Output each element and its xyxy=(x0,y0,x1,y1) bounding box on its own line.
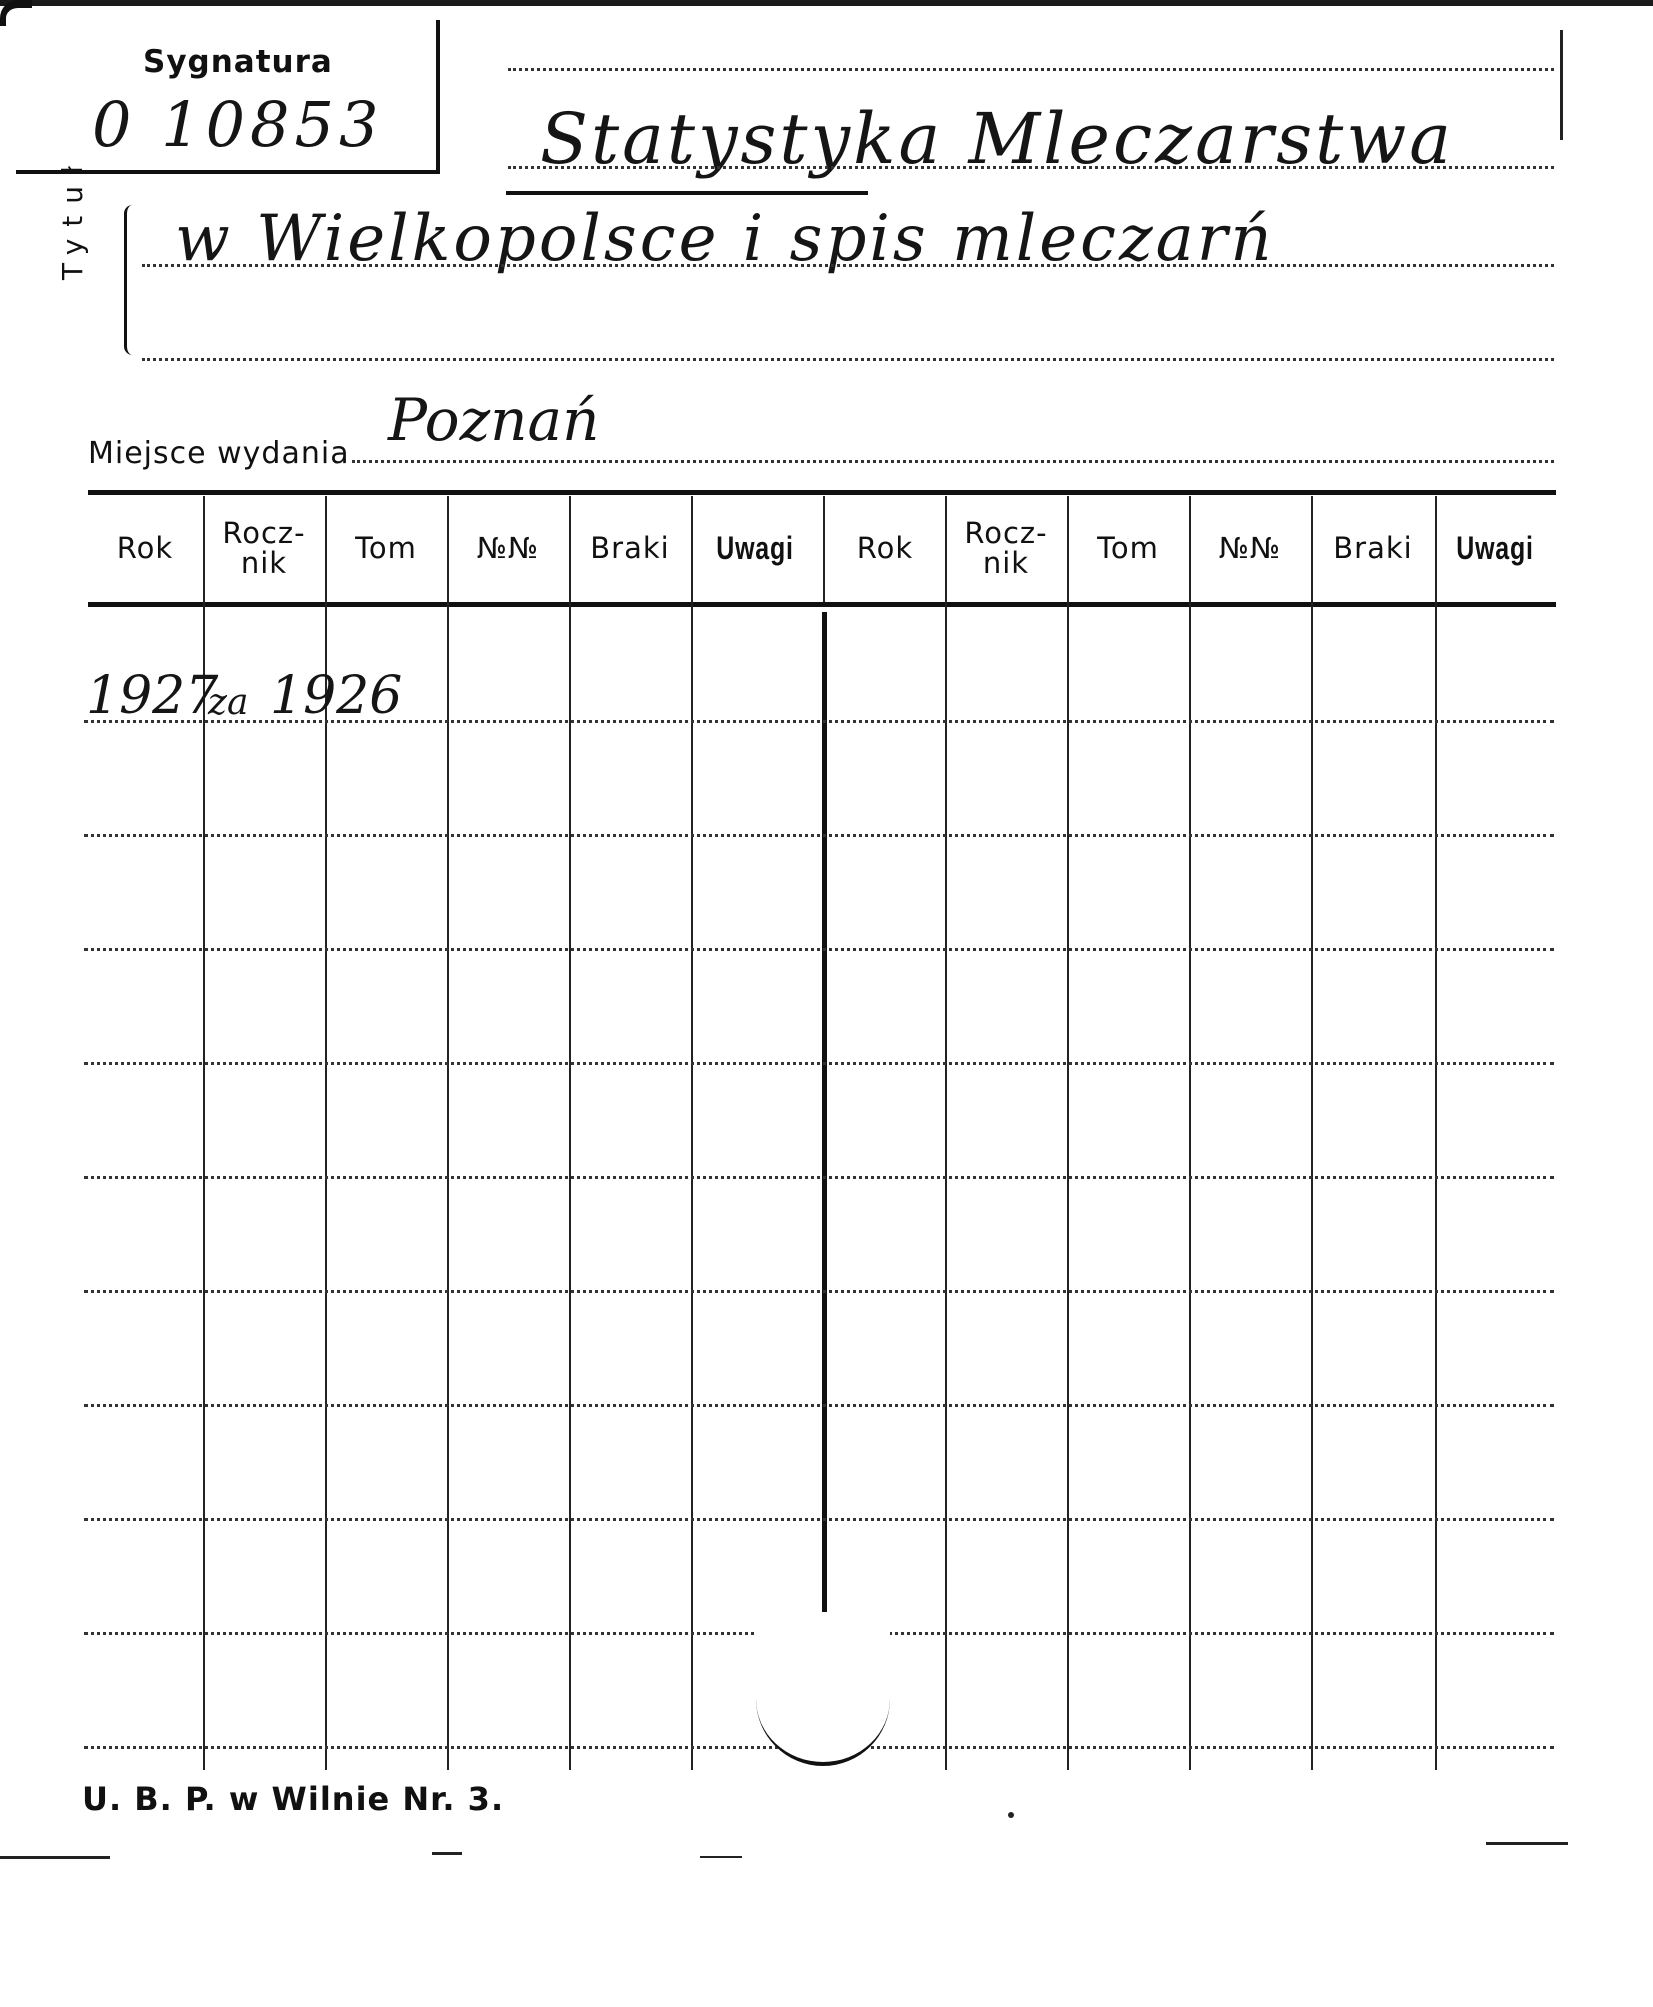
row-dotted-line xyxy=(84,1062,1554,1065)
column-rule xyxy=(823,496,825,602)
header-uwagi-2: Uwagi xyxy=(1456,530,1534,566)
title-dotted-line-3 xyxy=(142,358,1554,361)
card-edge-mark xyxy=(1560,30,1563,140)
header-braki-1: Braki xyxy=(590,531,670,565)
bottom-edge-mark-right xyxy=(1486,1842,1568,1845)
ink-speck xyxy=(1008,1812,1014,1818)
miejsce-wydania-label: Miejsce wydania xyxy=(88,436,350,471)
title-underline xyxy=(506,191,868,195)
header-rocznik-2: Rocz- nik xyxy=(964,516,1048,580)
header-numery-2: №№ xyxy=(1218,531,1282,565)
center-divider-rule xyxy=(822,612,827,1612)
column-rule xyxy=(1435,496,1437,1770)
row-dotted-line xyxy=(84,948,1554,951)
header-numery-1: №№ xyxy=(476,531,540,565)
entry-rocznik[interactable]: 1926 xyxy=(270,666,403,726)
tytul-label: Tytuł xyxy=(56,154,89,280)
header-tom-2: Tom xyxy=(1097,531,1159,565)
column-rule xyxy=(1189,496,1191,1770)
header-tom-1: Tom xyxy=(355,531,417,565)
sygnatura-value[interactable]: 0 10853 xyxy=(92,88,384,161)
miejsce-wydania-value[interactable]: Poznań xyxy=(388,386,600,454)
column-rule xyxy=(1067,496,1069,1770)
title-dotted-line-top xyxy=(508,68,1554,71)
column-rule xyxy=(1311,496,1313,1770)
bottom-ink-mark xyxy=(432,1852,462,1855)
header-rok-2: Rok xyxy=(856,531,914,565)
table-header-rule xyxy=(88,602,1556,607)
header-rok-1: Rok xyxy=(116,531,174,565)
row-dotted-line xyxy=(84,1518,1554,1521)
column-rule xyxy=(447,496,449,1770)
miejsce-dotted-line xyxy=(352,460,1554,463)
column-rule xyxy=(569,496,571,1770)
header-uwagi-1: Uwagi xyxy=(716,530,794,566)
bottom-edge-mark-center xyxy=(700,1856,742,1858)
table-top-rule xyxy=(88,490,1556,495)
title-dotted-line-2 xyxy=(142,264,1554,267)
header-rocznik-1: Rocz- nik xyxy=(222,516,306,580)
row-dotted-line xyxy=(84,834,1554,837)
title-line-1[interactable]: Statystyka Mleczarstwa xyxy=(540,98,1454,180)
entry-za[interactable]: za xyxy=(208,682,249,723)
row-dotted-line xyxy=(84,1176,1554,1179)
title-line-2[interactable]: w Wielkopolsce i spis mleczarń xyxy=(175,202,1275,276)
title-dotted-line-1 xyxy=(508,166,1554,169)
sygnatura-label: Sygnatura xyxy=(143,44,333,80)
punch-hole xyxy=(756,1612,890,1766)
header-braki-2: Braki xyxy=(1333,531,1413,565)
row-dotted-line xyxy=(84,1404,1554,1407)
card-top-edge xyxy=(0,0,1653,6)
row-dotted-line xyxy=(84,1290,1554,1293)
column-rule xyxy=(691,496,693,1770)
footer-imprint: U. B. P. w Wilnie Nr. 3. xyxy=(82,1780,505,1818)
entry-rok[interactable]: 1927 xyxy=(86,666,219,726)
bottom-edge-mark-left xyxy=(0,1856,110,1859)
column-rule xyxy=(945,496,947,1770)
tytul-brace xyxy=(124,205,141,355)
